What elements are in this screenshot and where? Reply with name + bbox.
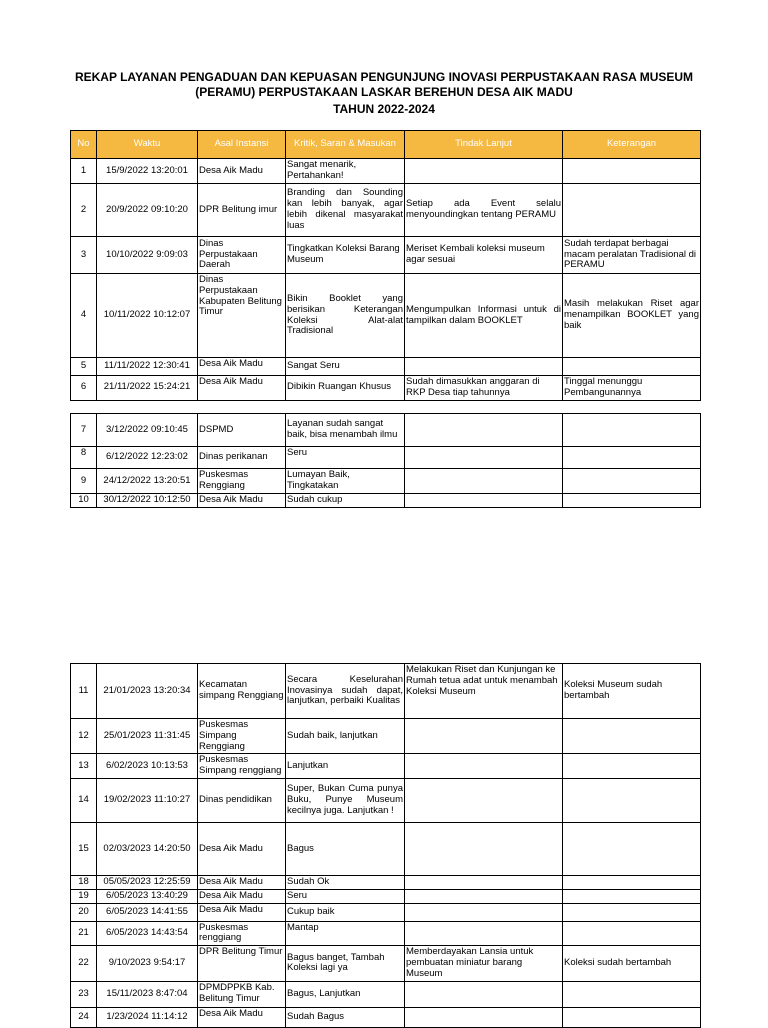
row-kritik-saran: Super, Bukan Cuma punya Buku, Punye Museum kecilnya juga. Lanjutkan ! [286, 778, 405, 822]
row-kritik-saran: Dibikin Ruangan Khusus [286, 376, 405, 401]
row-waktu: 30/12/2022 10:12:50 [97, 494, 198, 508]
row-kritik-saran: Sangat menarik, Pertahankan! [286, 159, 405, 184]
header-kritik-saran: Kritik, Saran & Masukan [286, 131, 405, 159]
header-tindak-lanjut: Tindak Lanjut [405, 131, 563, 159]
row-keterangan [563, 981, 701, 1007]
row-tindak-lanjut [405, 447, 563, 469]
row-keterangan: Koleksi sudah bertambah [563, 946, 701, 981]
row-kritik-saran: Lanjutkan [286, 754, 405, 779]
row-asal-instansi: Puskesmas Simpang Renggiang [198, 719, 286, 754]
row-tindak-lanjut [405, 981, 563, 1007]
row-asal-instansi: DPR Belitung Timur [198, 946, 286, 981]
row-waktu: 02/03/2023 14:20:50 [97, 822, 198, 875]
table-row [71, 494, 701, 508]
row-asal-instansi: Puskesmas Renggiang [198, 469, 286, 494]
row-asal-instansi: Dinas Perpustakaan Daerah [198, 237, 286, 274]
row-asal-instansi: Dinas perikanan [198, 447, 286, 469]
row-keterangan: Sudah terdapat berbagai macam peralatan Tradisional di PERAMU [563, 237, 701, 274]
row-asal-instansi: Desa Aik Madu [198, 875, 286, 889]
row-waktu: 3/12/2022 09:10:45 [97, 414, 198, 447]
row-number: 18 [71, 875, 97, 889]
row-asal-instansi: Desa Aik Madu [198, 822, 286, 875]
table-row [71, 184, 701, 237]
row-tindak-lanjut [405, 754, 563, 779]
row-keterangan [563, 889, 701, 903]
row-tindak-lanjut [405, 719, 563, 754]
row-tindak-lanjut [405, 875, 563, 889]
complaints-table-3 [70, 663, 701, 1028]
row-tindak-lanjut [405, 494, 563, 508]
table-row [71, 447, 701, 469]
table-row [71, 159, 701, 184]
row-kritik-saran: Sudah cukup [286, 494, 405, 508]
row-waktu: 20/9/2022 09:10:20 [97, 184, 198, 237]
row-number: 22 [71, 946, 97, 981]
row-number: 20 [71, 903, 97, 921]
row-asal-instansi: Desa Aik Madu [198, 903, 286, 921]
table-row [71, 274, 701, 358]
table-row [71, 946, 701, 981]
row-waktu: 24/12/2022 13:20:51 [97, 469, 198, 494]
row-number: 14 [71, 778, 97, 822]
row-kritik-saran: Bagus [286, 822, 405, 875]
row-waktu: 05/05/2023 12:25:59 [97, 875, 198, 889]
table-row [71, 719, 701, 754]
document-title [0, 70, 768, 117]
row-asal-instansi: Kecamatan simpang Renggiang [198, 664, 286, 719]
row-asal-instansi: Desa Aik Madu [198, 376, 286, 401]
table-row [71, 903, 701, 921]
row-number: 9 [71, 469, 97, 494]
title-line-1: REKAP LAYANAN PENGADUAN DAN KEPUASAN PENGUNJUNG INOVASI PERPUSTAKAAN RASA MUSEUM [74, 70, 694, 84]
row-keterangan: Tinggal menunggu Pembangunannya [563, 376, 701, 401]
row-kritik-saran: Sangat Seru [286, 358, 405, 376]
row-keterangan [563, 778, 701, 822]
header-no: No [71, 131, 97, 159]
row-keterangan [563, 184, 701, 237]
table-row [71, 237, 701, 274]
row-kritik-saran: Cukup baik [286, 903, 405, 921]
row-keterangan [563, 494, 701, 508]
row-asal-instansi: DPR Belitung imur [198, 184, 286, 237]
row-kritik-saran: Sudah Bagus [286, 1007, 405, 1027]
row-tindak-lanjut [405, 778, 563, 822]
table-row [71, 1007, 701, 1027]
row-waktu: 21/01/2023 13:20:34 [97, 664, 198, 719]
row-tindak-lanjut: Setiap ada Event selalu menyoundingkan tentang PERAMU [405, 184, 563, 237]
row-tindak-lanjut: Melakukan Riset dan Kunjungan ke Rumah tetua adat untuk menambah Koleksi Museum [405, 664, 563, 719]
row-asal-instansi: Desa Aik Madu [198, 358, 286, 376]
row-asal-instansi: Desa Aik Madu [198, 494, 286, 508]
row-tindak-lanjut [405, 889, 563, 903]
row-number: 1 [71, 159, 97, 184]
row-number: 24 [71, 1007, 97, 1027]
row-asal-instansi: Dinas pendidikan [198, 778, 286, 822]
row-number: 23 [71, 981, 97, 1007]
table-row [71, 875, 701, 889]
title-line-2: (PERAMU) PERPUSTAKAAN LASKAR BEREHUN DESA AIK MADU [195, 85, 573, 99]
row-waktu: 15/11/2023 8:47:04 [97, 981, 198, 1007]
row-keterangan [563, 822, 701, 875]
row-waktu: 10/11/2022 10:12:07 [97, 274, 198, 358]
row-keterangan: Masih melakukan Riset agar menampilkan BOOKLET yang baik [563, 274, 701, 358]
row-kritik-saran: Seru [286, 447, 405, 469]
row-waktu: 19/02/2023 11:10:27 [97, 778, 198, 822]
row-number: 4 [71, 274, 97, 358]
row-kritik-saran: Tingkatkan Koleksi Barang Museum [286, 237, 405, 274]
row-keterangan [563, 358, 701, 376]
row-asal-instansi: Desa Aik Madu [198, 1007, 286, 1027]
row-kritik-saran: Seru [286, 889, 405, 903]
row-number: 8 [71, 447, 97, 469]
row-tindak-lanjut: Memberdayakan Lansia untuk pembuatan miniatur barang Museum [405, 946, 563, 981]
row-waktu: 10/10/2022 9:09:03 [97, 237, 198, 274]
row-asal-instansi: Puskesmas renggiang [198, 921, 286, 946]
header-keterangan: Keterangan [563, 131, 701, 159]
row-keterangan [563, 875, 701, 889]
row-waktu: 6/12/2022 12:23:02 [97, 447, 198, 469]
row-keterangan [563, 469, 701, 494]
table-row [71, 822, 701, 875]
row-tindak-lanjut [405, 469, 563, 494]
header-asal-instansi: Asal Instansi [198, 131, 286, 159]
row-number: 15 [71, 822, 97, 875]
row-keterangan [563, 447, 701, 469]
table-row [71, 358, 701, 376]
row-waktu: 6/05/2023 13:40:29 [97, 889, 198, 903]
row-kritik-saran: Layanan sudah sangat baik, bisa menambah ilmu [286, 414, 405, 447]
row-keterangan [563, 921, 701, 946]
row-keterangan: Koleksi Museum sudah bertambah [563, 664, 701, 719]
table-row [71, 414, 701, 447]
row-number: 13 [71, 754, 97, 779]
row-tindak-lanjut [405, 903, 563, 921]
row-waktu: 11/11/2022 12:30:41 [97, 358, 198, 376]
table-row [71, 754, 701, 779]
row-number: 2 [71, 184, 97, 237]
row-asal-instansi: DPMDPPKB Kab. Belitung Timur [198, 981, 286, 1007]
table-row [71, 778, 701, 822]
row-tindak-lanjut [405, 921, 563, 946]
row-kritik-saran: Mantap [286, 921, 405, 946]
table-row [71, 664, 701, 719]
row-keterangan [563, 414, 701, 447]
row-tindak-lanjut [405, 414, 563, 447]
table-row [71, 376, 701, 401]
row-kritik-saran: Bagus banget, Tambah Koleksi lagi ya [286, 946, 405, 981]
row-waktu: 6/05/2023 14:43:54 [97, 921, 198, 946]
row-waktu: 9/10/2023 9:54:17 [97, 946, 198, 981]
row-number: 12 [71, 719, 97, 754]
row-kritik-saran: Sudah Ok [286, 875, 405, 889]
header-waktu: Waktu [97, 131, 198, 159]
table-row [71, 469, 701, 494]
row-asal-instansi: Desa Aik Madu [198, 159, 286, 184]
row-asal-instansi: DSPMD [198, 414, 286, 447]
row-keterangan [563, 719, 701, 754]
row-kritik-saran: Secara Keselurahan Inovasinya sudah dapat, lanjutkan, perbaiki Kualitas [286, 664, 405, 719]
row-waktu: 6/02/2023 10:13:53 [97, 754, 198, 779]
row-number: 10 [71, 494, 97, 508]
row-number: 19 [71, 889, 97, 903]
row-kritik-saran: Sudah baik, lanjutkan [286, 719, 405, 754]
row-number: 21 [71, 921, 97, 946]
row-waktu: 1/23/2024 11:14:12 [97, 1007, 198, 1027]
row-kritik-saran: Bikin Booklet yang berisikan Keterangan Koleksi Alat-alat Tradisional [286, 274, 405, 358]
title-line-3: TAHUN 2022-2024 [333, 102, 435, 116]
row-number: 11 [71, 664, 97, 719]
row-tindak-lanjut: Mengumpulkan Informasi untuk di tampilkan dalam BOOKLET [405, 274, 563, 358]
row-tindak-lanjut [405, 1007, 563, 1027]
row-asal-instansi: Puskesmas Simpang renggiang [198, 754, 286, 779]
row-number: 6 [71, 376, 97, 401]
table-row [71, 921, 701, 946]
row-kritik-saran: Bagus, Lanjutkan [286, 981, 405, 1007]
row-keterangan [563, 159, 701, 184]
row-keterangan [563, 903, 701, 921]
row-kritik-saran: Lumayan Baik, Tingkatakan [286, 469, 405, 494]
row-number: 3 [71, 237, 97, 274]
row-keterangan [563, 754, 701, 779]
complaints-table-1 [70, 130, 701, 401]
row-asal-instansi: Desa Aik Madu [198, 889, 286, 903]
row-tindak-lanjut [405, 358, 563, 376]
row-number: 5 [71, 358, 97, 376]
table-header-row [71, 131, 701, 159]
row-tindak-lanjut: Sudah dimasukkan anggaran di RKP Desa tiap tahunnya [405, 376, 563, 401]
row-waktu: 21/11/2022 15:24:21 [97, 376, 198, 401]
table-row [71, 889, 701, 903]
table-row [71, 981, 701, 1007]
complaints-table-2 [70, 413, 701, 508]
row-waktu: 6/05/2023 14:41:55 [97, 903, 198, 921]
row-tindak-lanjut: Meriset Kembali koleksi museum agar sesuai [405, 237, 563, 274]
row-keterangan [563, 1007, 701, 1027]
row-waktu: 25/01/2023 11:31:45 [97, 719, 198, 754]
row-tindak-lanjut [405, 159, 563, 184]
row-asal-instansi: Dinas Perpustakaan Kabupaten Belitung Timur [198, 274, 286, 358]
row-kritik-saran: Branding dan Sounding kan lebih banyak, agar lebih dikenal masyarakat luas [286, 184, 405, 237]
row-number: 7 [71, 414, 97, 447]
row-tindak-lanjut [405, 822, 563, 875]
row-waktu: 15/9/2022 13:20:01 [97, 159, 198, 184]
